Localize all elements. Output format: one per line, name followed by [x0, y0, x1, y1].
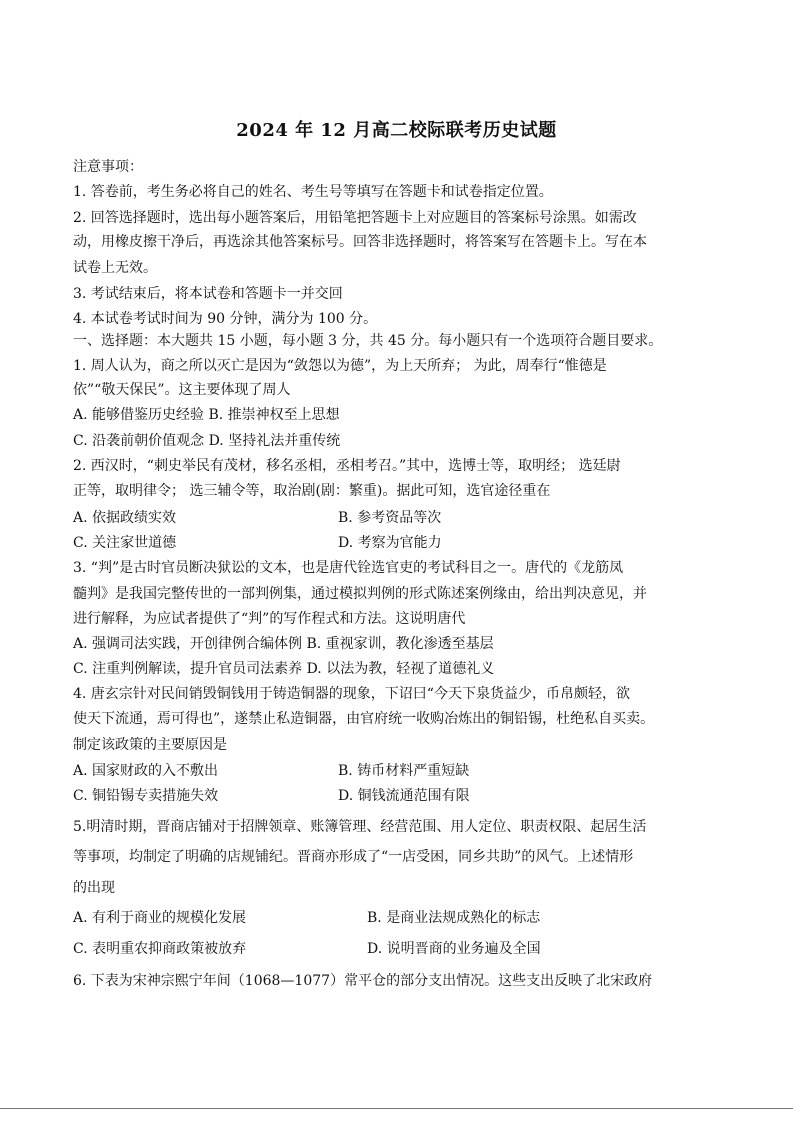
q1-stem-1: 1. 周人认为，商之所以灭亡是因为“敛怨以为德”，为上天所弃； 为此，周奉行“惟德是 — [73, 358, 607, 374]
q3-stem-1: 3. “判”是古时官员断决狱讼的文本，也是唐代铨选官吏的考试科目之一。唐代的《龙筋凤 — [73, 560, 624, 576]
q2-option-d: D. 考察为官能力 — [338, 535, 442, 551]
q4-option-a: A. 国家财政的入不敷出 — [73, 763, 219, 779]
q4-stem-3: 制定该政策的主要原因是 — [73, 737, 227, 753]
q5-stem-2: 等事项，均制定了明确的店规铺纪。晋商亦形成了“一店受困，同乡共助”的风气。上述情形 — [73, 849, 634, 865]
q4-stem-2: 使天下流通，焉可得也”，遂禁止私造铜器，由官府统一收购冶炼出的铜铅锡，杜绝私自买卖。 — [73, 711, 655, 727]
q1-options-ab: A. 能够借鉴历史经验 B. 推崇神权至上思想 — [73, 407, 340, 423]
q6-stem-1: 6. 下表为宋神宗熙宁年间（1068—1077）常平仓的部分支出情况。这些支出反映了北宋政府 — [73, 973, 653, 989]
q2-option-c: C. 关注家世道德 — [73, 535, 177, 551]
notice-item-1: 1. 答卷前，考生务必将自己的姓名、考生号等填写在答题卡和试卷指定位置。 — [73, 184, 553, 200]
q2-option-a: A. 依据政绩实效 — [73, 510, 177, 526]
q4-option-b: B. 铸币材料严重短缺 — [338, 763, 470, 779]
notice-item-3: 3. 考试结束后，将本试卷和答题卡一并交回 — [73, 286, 343, 302]
notice-item-2-cont: 动，用橡皮擦干净后，再选涂其他答案标号。回答非选择题时，将答案写在答题卡上。写在本 — [73, 234, 647, 250]
q5-option-d: D. 说明晋商的业务遍及全国 — [367, 941, 541, 957]
q1-stem-2: 依”“敬天保民”。这主要体现了周人 — [73, 382, 291, 398]
q5-stem-1: 5.明清时期，晋商店铺对于招牌领章、账簿管理、经营范围、用人定位、职责权限、起居生活 — [73, 819, 647, 835]
q2-stem-2: 正等，取明律令； 选三辅令等，取治剧(剧：繁重)。据此可知，选官途径重在 — [73, 483, 551, 499]
notice-item-2-end: 试卷上无效。 — [73, 260, 157, 276]
q2-stem-1: 2. 西汉时，“刺史举民有茂材，移名丞相，丞相考召。”其中，选博士等，取明经； 选廷尉 — [73, 458, 621, 474]
q2-option-b: B. 参考资品等次 — [338, 510, 442, 526]
q5-option-b: B. 是商业法规成熟化的标志 — [367, 910, 541, 926]
q4-option-d: D. 铜钱流通范围有限 — [338, 788, 470, 804]
page-title: 2024 年 12 月高二校际联考历史试题 — [236, 120, 557, 141]
section-heading: 一、选择题：本大题共 15 小题，每小题 3 分，共 45 分。每小题只有一个选项符合题目要求。 — [73, 333, 663, 349]
notice-item-4: 4. 本试卷考试时间为 90 分钟，满分为 100 分。 — [73, 311, 378, 327]
q3-options-cd: C. 注重判例解读，提升官员司法素养 D. 以法为教，轻视了道德礼义 — [73, 661, 495, 677]
q4-option-c: C. 铜铅锡专卖措施失效 — [73, 788, 219, 804]
q4-stem-1: 4. 唐玄宗针对民间销毁铜钱用于铸造铜器的现象，下诏曰“今天下泉货益少，币帛颇轻，欲 — [73, 686, 630, 702]
bottom-divider — [0, 1108, 793, 1109]
q5-stem-3: 的出现 — [73, 880, 115, 896]
q5-option-a: A. 有利于商业的规模化发展 — [73, 910, 247, 926]
q1-options-cd: C. 沿袭前朝价值观念 D. 坚持礼法并重传统 — [73, 433, 341, 449]
q3-stem-3: 进行解释，为应试者提供了“判”的写作程式和方法。这说明唐代 — [73, 611, 466, 627]
q3-options-ab: A. 强调司法实践，开创律例合编体例 B. 重视家训，教化渗透至基层 — [73, 636, 494, 652]
notice-heading: 注意事项： — [73, 159, 143, 175]
notice-item-2: 2. 回答选择题时，选出每小题答案后，用铅笔把答题卡上对应题目的答案标号涂黑。如需改 — [73, 210, 637, 226]
q5-option-c: C. 表明重农抑商政策被放弃 — [73, 941, 247, 957]
q3-stem-2: 髓判》是我国完整传世的一部判例集，通过模拟判例的形式陈述案例缘由，给出判决意见，并 — [73, 586, 647, 602]
